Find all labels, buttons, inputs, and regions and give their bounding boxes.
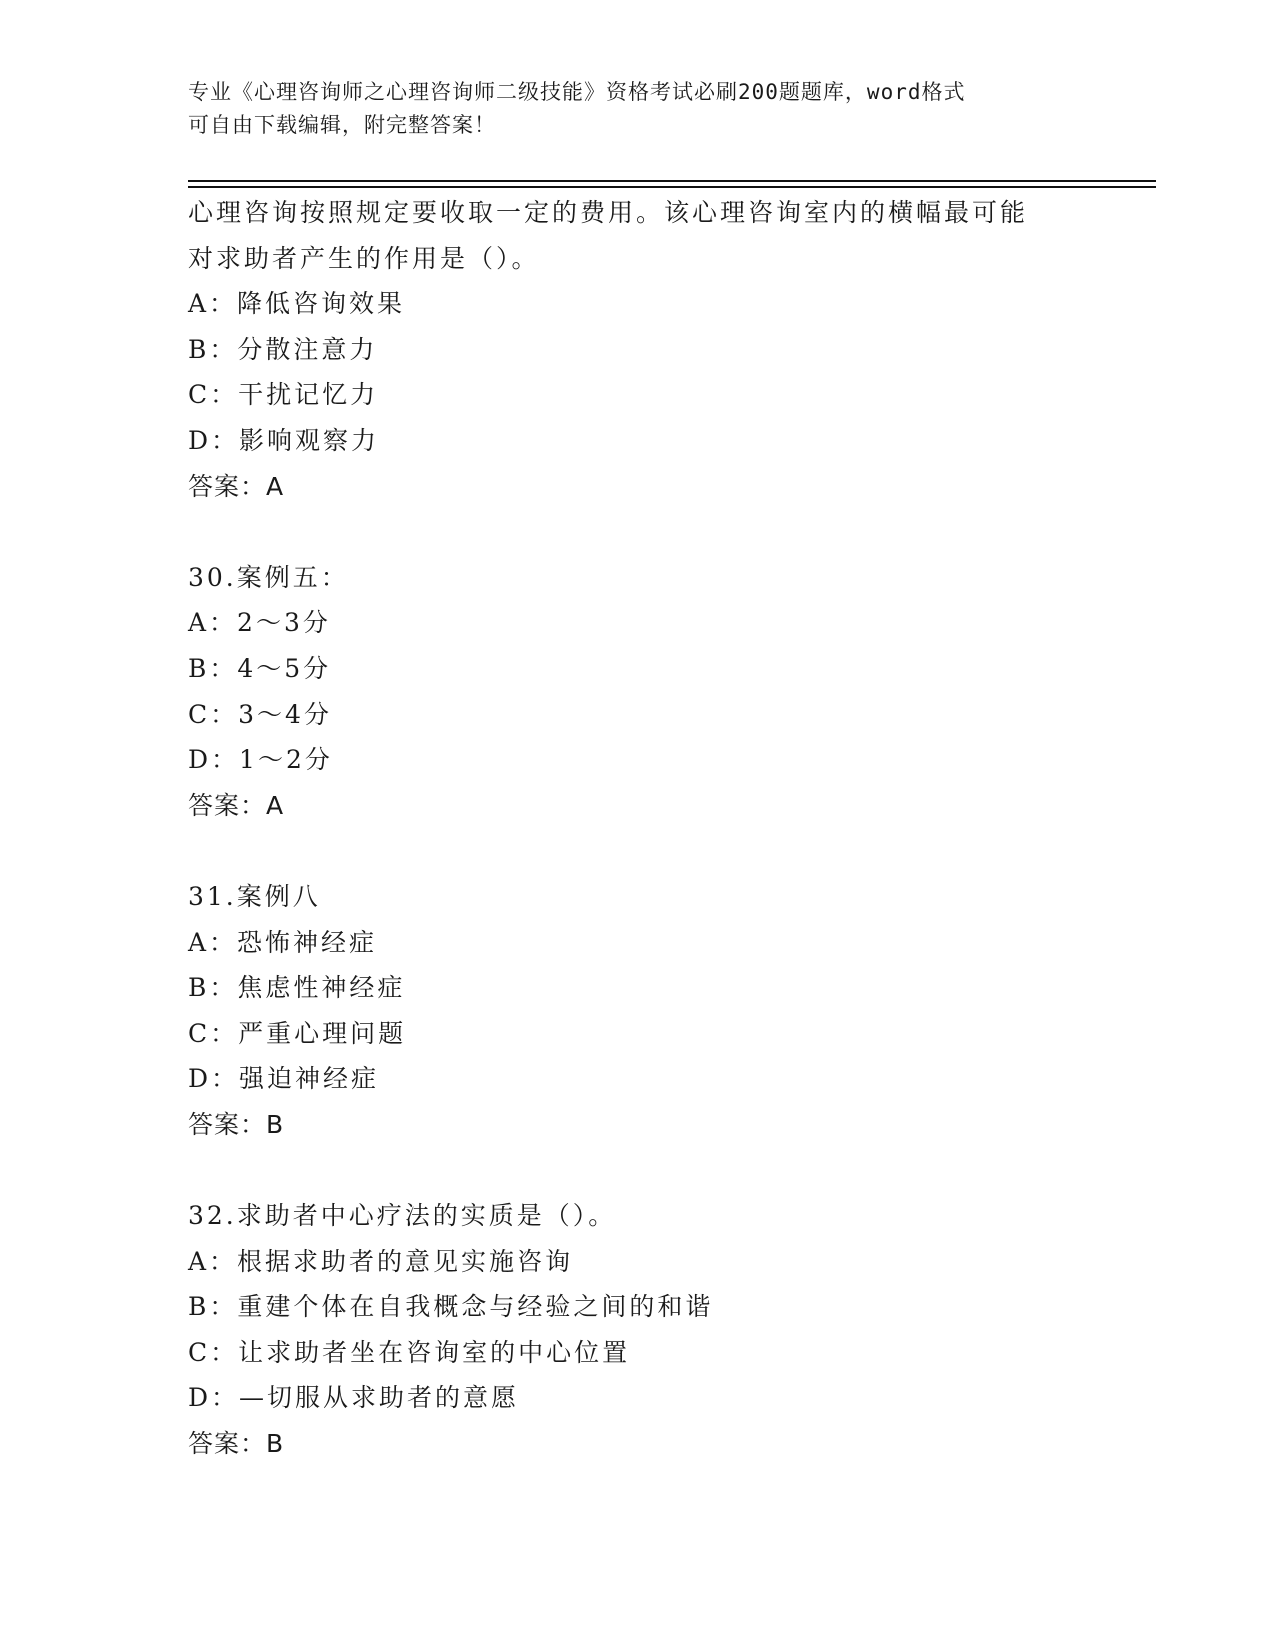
question-block xyxy=(188,555,1088,829)
document-header xyxy=(188,76,1088,142)
question-spacer xyxy=(188,1147,1088,1193)
question-stem: 30.案例五： xyxy=(188,562,349,592)
question-stem: 心理咨询按照规定要收取一定的费用。该心理咨询室内的横幅最可能 xyxy=(188,198,1029,227)
header-divider-top xyxy=(188,180,1156,182)
option-a: A：恐怖神经症 xyxy=(188,927,378,957)
header-title-line-1: 专业《心理咨询师之心理咨询师二级技能》资格考试必刷200题题库，word格式 xyxy=(188,80,966,104)
header-divider-bottom xyxy=(188,186,1156,188)
question-spacer xyxy=(188,509,1088,555)
answer-line: 答案：B xyxy=(188,1109,285,1139)
option-d: D：强迫神经症 xyxy=(188,1064,380,1094)
question-stem: 32.求助者中心疗法的实质是（）。 xyxy=(188,1201,617,1231)
question-block xyxy=(188,1193,1088,1467)
option-c: C：3～4分 xyxy=(188,699,332,729)
question-block xyxy=(188,190,1088,509)
option-b: B：4～5分 xyxy=(188,653,332,683)
option-b: B：分散注意力 xyxy=(188,334,378,364)
question-stem: 31.案例八 xyxy=(188,881,321,911)
answer-line: 答案：B xyxy=(188,1429,285,1459)
question-list xyxy=(188,190,1088,1467)
option-d: D：—切服从求助者的意愿 xyxy=(188,1383,520,1413)
option-c: C：干扰记忆力 xyxy=(188,380,379,410)
answer-line: 答案：A xyxy=(188,471,285,501)
option-d: D：1～2分 xyxy=(188,745,333,775)
option-a: A：根据求助者的意见实施咨询 xyxy=(188,1246,574,1276)
header-title-line-2: 可自由下载编辑，附完整答案！ xyxy=(188,113,496,137)
option-c: C：严重心理问题 xyxy=(188,1018,407,1048)
option-b: B：焦虑性神经症 xyxy=(188,973,406,1003)
option-a: A：降低咨询效果 xyxy=(188,289,406,319)
option-b: B：重建个体在自我概念与经验之间的和谐 xyxy=(188,1292,714,1322)
option-c: C：让求助者坐在咨询室的中心位置 xyxy=(188,1337,631,1367)
question-block xyxy=(188,874,1088,1148)
option-d: D：影响观察力 xyxy=(188,425,380,455)
question-spacer xyxy=(188,828,1088,874)
answer-line: 答案：A xyxy=(188,790,285,820)
option-a: A：2～3分 xyxy=(188,608,331,638)
question-stem: 对求助者产生的作用是（）。 xyxy=(188,243,540,273)
